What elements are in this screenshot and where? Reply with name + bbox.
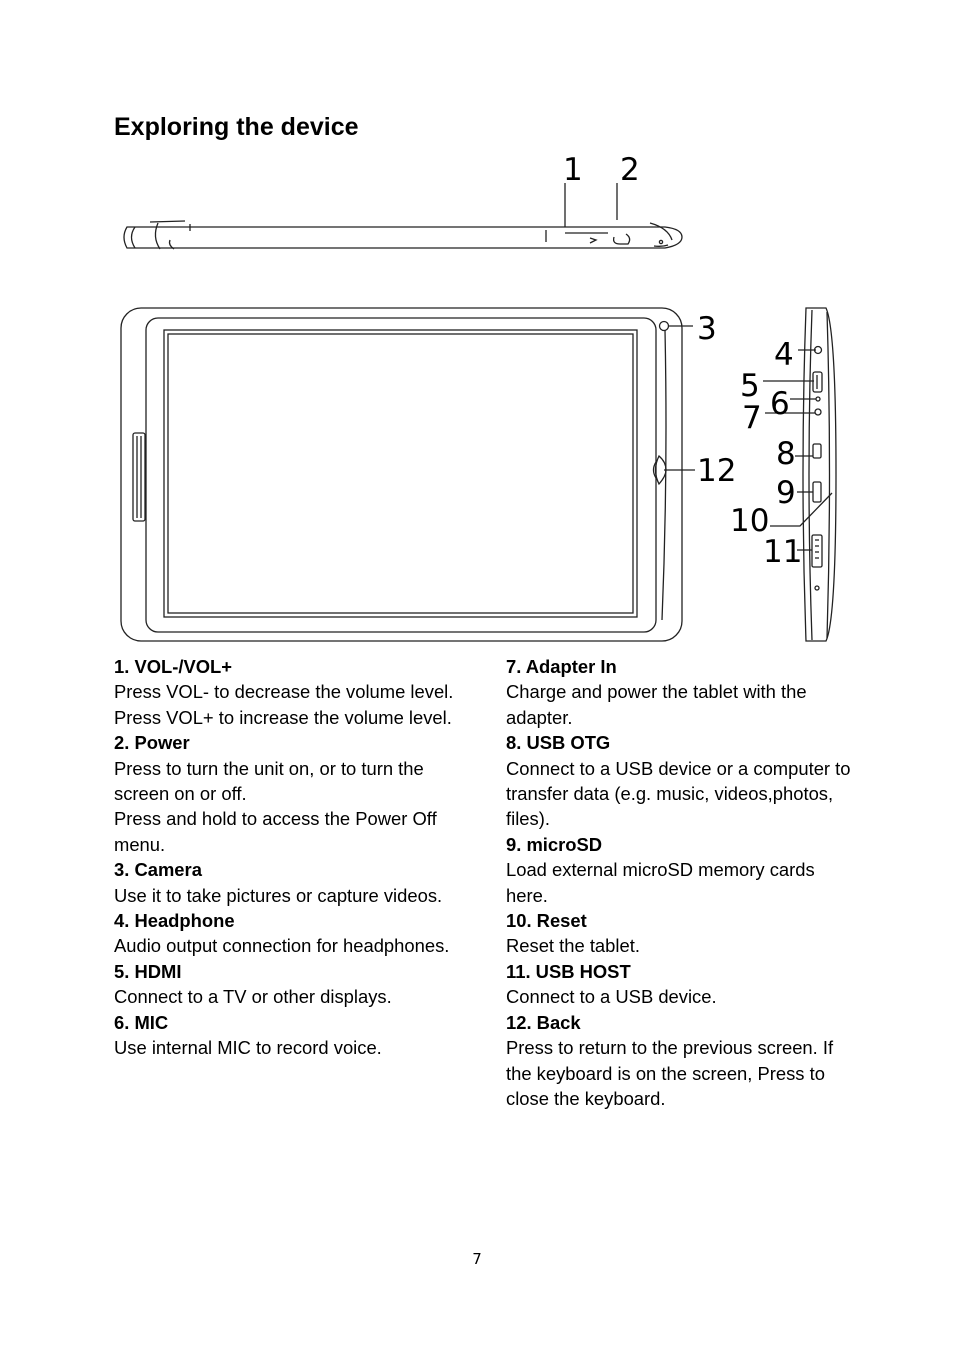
callout-7: 7: [742, 400, 762, 436]
device-front-view: [121, 308, 695, 641]
entry-title-usb-host: 11. USB HOST: [506, 960, 631, 982]
callout-12: 12: [697, 453, 737, 489]
entry-title-hdmi: 5. HDMI: [114, 960, 182, 982]
diagram-callouts: [563, 152, 802, 570]
callout-6: 6: [770, 386, 790, 422]
entry-title-vol: 1. VOL-/VOL+: [114, 656, 233, 677]
entry-text-power-hold: Press and hold to access the Power Off menu.: [114, 808, 437, 855]
entry-text-microsd: Load external microSD memory cards here.: [506, 859, 815, 906]
entry-title-camera: 3. Camera: [114, 859, 202, 881]
callout-2: 2: [620, 152, 640, 188]
page-title: Exploring the device: [114, 113, 359, 141]
entry-title-headphone: 4. Headphone: [114, 910, 235, 932]
entry-title-mic: 6. MIC: [114, 1011, 169, 1033]
device-top-edge-view: [124, 183, 682, 249]
callout-4: 4: [774, 337, 794, 373]
entries-right-column: [506, 654, 851, 1111]
entry-title-adapter: 7. Adapter In: [506, 656, 617, 677]
callout-1: 1: [563, 152, 583, 188]
entry-text-usb-host: Connect to a USB device.: [506, 986, 717, 1008]
callout-5: 5: [740, 368, 760, 404]
entry-text-back: Press to return to the previous screen. If the keyboard is on the screen, Press to close the keyboard.: [506, 1037, 834, 1109]
callout-11: 11: [763, 534, 803, 570]
callout-9: 9: [776, 475, 796, 511]
callout-8: 8: [776, 436, 796, 472]
entry-text-hdmi: Connect to a TV or other displays.: [114, 986, 392, 1008]
entry-text-camera: Use it to take pictures or capture videos.: [114, 884, 443, 906]
entry-title-power: 2. Power: [114, 732, 190, 754]
entry-title-back: 12. Back: [506, 1011, 581, 1033]
entry-text-adapter: Charge and power the tablet with the adapter.: [506, 681, 807, 728]
entry-text-headphone: Audio output connection for headphones.: [114, 935, 450, 957]
entry-text-usb-otg: Connect to a USB device or a computer to transfer data (e.g. music, videos,photos, files).: [506, 757, 851, 830]
device-diagram: [0, 0, 954, 660]
page-number: 7: [472, 1250, 482, 1268]
entry-text-vol: Press VOL- to decrease the volume level. Press VOL+ to increase the volume level.: [114, 681, 454, 728]
entry-text-power: Press to turn the unit on, or to turn the screen on or off.: [114, 757, 424, 805]
entries-left-column: [114, 654, 474, 1061]
entry-title-usb-otg: 8. USB OTG: [506, 732, 611, 754]
entry-title-microsd: 9. microSD: [506, 833, 603, 855]
callout-10: 10: [730, 503, 770, 539]
entry-text-reset: Reset the tablet.: [506, 935, 640, 957]
callout-3: 3: [697, 311, 717, 347]
entry-text-mic: Use internal MIC to record voice.: [114, 1037, 382, 1059]
entry-title-reset: 10. Reset: [506, 910, 587, 932]
